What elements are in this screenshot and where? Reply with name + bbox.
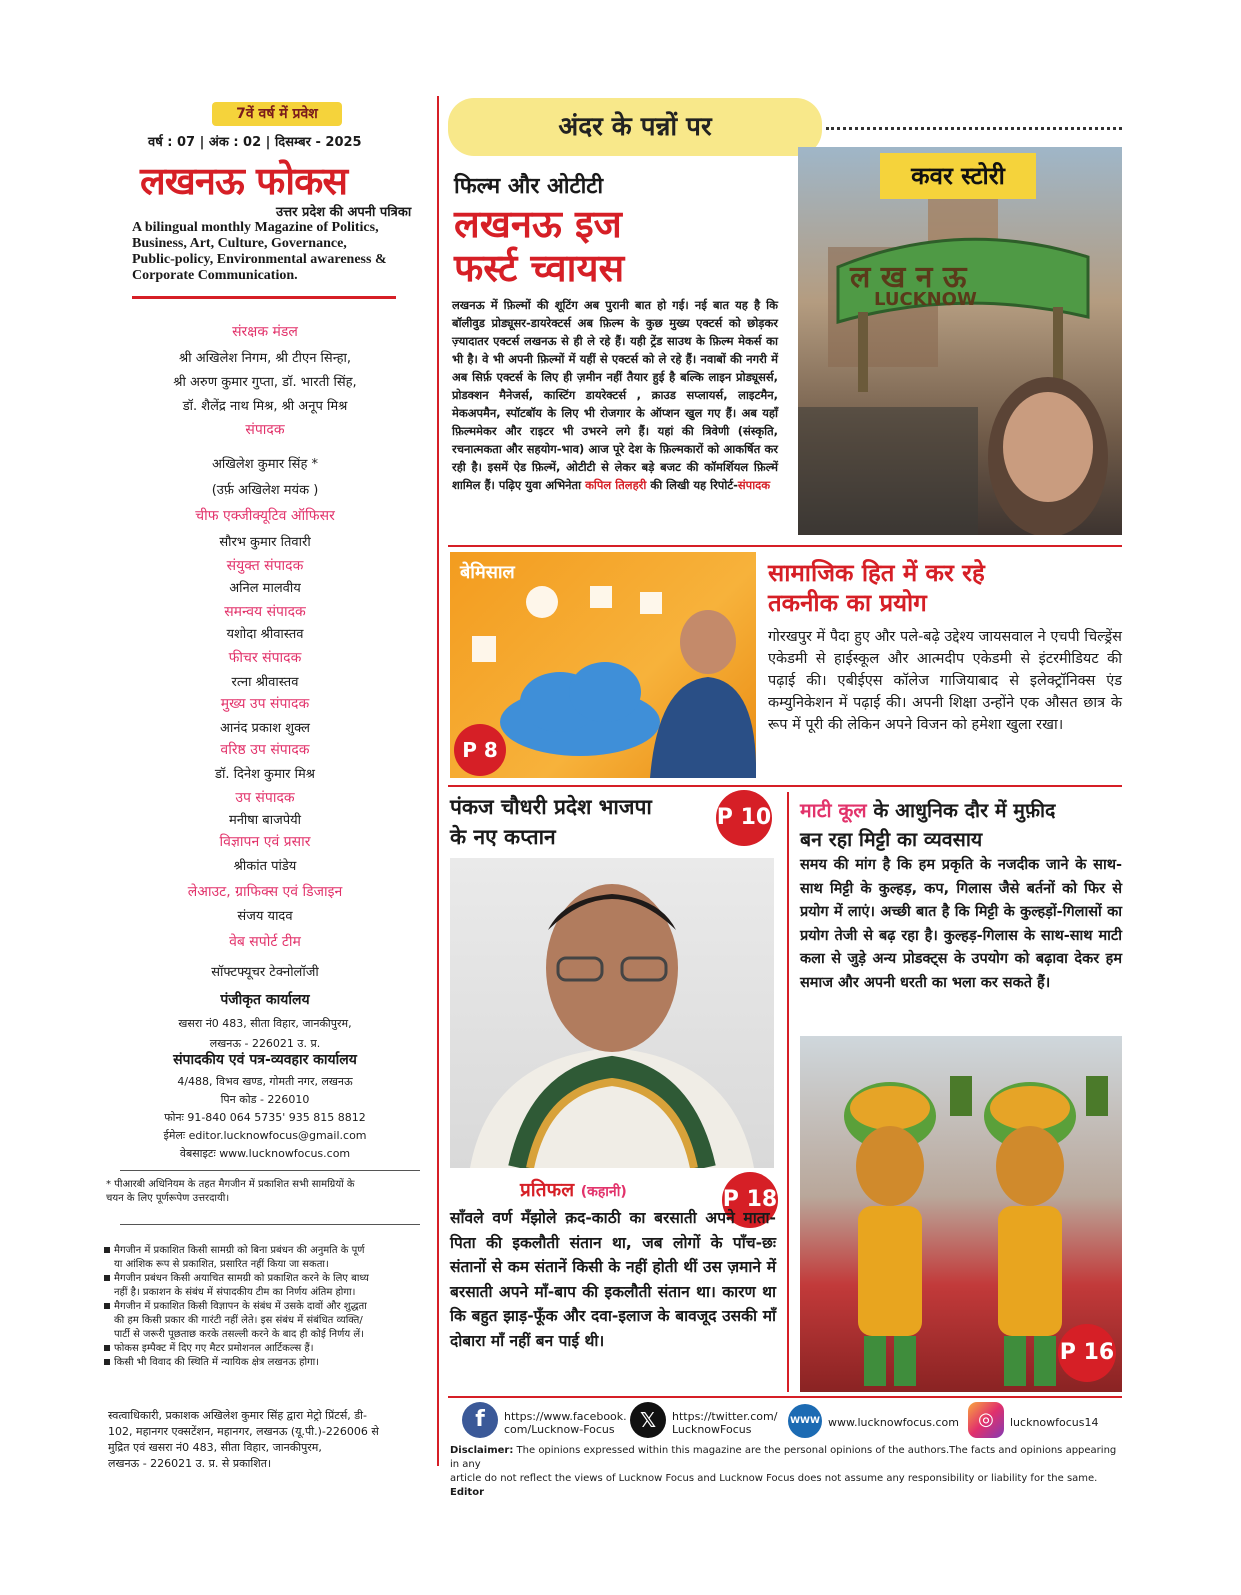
section-divider [448,545,1122,547]
instagram-link[interactable]: lucknowfocus14 [1010,1416,1099,1429]
issue-line: वर्ष : 07 | अंक : 02 | दिसम्बर - 2025 [148,135,362,150]
politician-photo [450,858,774,1168]
staff-role: विज्ञापन एवं प्रसार [219,834,311,850]
byline: संपादक [737,478,771,492]
cover-story-label: कवर स्टोरी [880,153,1036,199]
staff-role: वेब सपोर्ट टीम [229,934,301,950]
story-genre: (कहानी) [580,1184,627,1200]
sign-english: LUCKNOW [874,289,977,310]
staff-name: सॉफ्टफ्यूचर टेक्नोलॉजी [211,965,319,980]
facebook-link[interactable]: https://www.facebook. com/Lucknow-Focus [504,1410,627,1436]
story-body: साँवले वर्ण मँझोले क़द-काठी का बरसाती अपने माता-पिता की इकलौती संतान था, जब लोगों के पाँच-छः संतानों से कम संतानें किसी के नहीं होती थीं उस ज़माने में बरसाती अपने माँ-बाप की इकलौती संतान था। कारण था कि बहुत झाड़-फूँक और दवा-इलाज के बावजूद उसकी माँ दोबारा माँ नहीं बन पाई थी। [450,1209,776,1350]
policy-note: मैगजीन में प्रकाशित किसी विज्ञापन के संबंध में उसके दावों और शुद्धता [104,1300,434,1314]
staff-name: संजय यादव [237,909,293,924]
registered-office-title: पंजीकृत कार्यालय [220,992,310,1008]
policy-note: फोकस इम्पैक्ट में दिए गए मैटर प्रमोशनल आर्टिकल्स हैं। [104,1342,434,1356]
story-title: प्रतिफल [520,1179,575,1201]
staff-role: मुख्य उप संपादक [220,696,310,712]
masthead-title: लखनऊ फोकस [140,158,348,203]
rule [120,1170,420,1171]
phone-line: फोनः 91-840 064 5735' 935 815 8812 [164,1111,366,1124]
staff-role: फीचर संपादक [228,650,302,666]
staff-role: संरक्षक मंडल [232,324,298,340]
cover-kicker: फिल्म और ओटीटी [454,174,604,199]
staff-role: संयुक्त संपादक [226,558,304,574]
staff-role: संपादक [245,422,285,438]
bullet-icon [104,1275,110,1281]
address-line: खसरा नं0 483, सीता विहार, जानकीपुरम, [178,1017,352,1030]
staff-name: श्रीकांत पांडेय [233,859,297,874]
lucknow-sign-illustration [798,147,1122,535]
tech-body: गोरखपुर में पैदा हुए और पले-बढ़े उद्देश्य जायसवाल ने एचपी चिल्ड्रेंस एकेडमी से हाईस्कूल और आत्मदीप एकेडमी से इंटरमीडियट की पढ़ाई की। एबीईएस कॉलेज गाजियाबाद से इलेक्ट्रॉनिक्स एंड कम्युनिकेशन में पढ़ाई की। अपनी शिक्षा उन्होंने एक औसत छात्र के रूप में पूरी की लेकिन अपने विजन को हमेशा खुला रखा। [768,629,1122,733]
bullet-icon [104,1345,110,1351]
column-divider [787,792,789,1392]
website-link[interactable]: www.lucknowfocus.com [828,1416,959,1429]
instagram-icon[interactable]: ◎ [968,1402,1004,1438]
editorial-office-title: संपादकीय एवं पत्र-व्यवहार कार्यालय [173,1052,357,1068]
column-divider [437,96,439,1466]
inside-pages-label: अंदर के पन्नों पर [448,98,822,156]
staff-role: चीफ एक्जीक्यूटिव ऑफिसर [195,508,335,524]
globe-icon[interactable]: WWW [788,1404,822,1438]
clay-headline: माटी कूल के आधुनिक दौर में मुफ़ीद बन रहा मिट्टी का व्यवसाय [800,799,1056,851]
sign-hindi: ल ख न ऊ [850,260,967,295]
twitter-link[interactable]: https://twitter.com/ LucknowFocus [672,1410,778,1436]
x-twitter-icon[interactable]: 𝕏 [630,1402,666,1438]
email-line: ईमेलः editor.lucknowfocus@gmail.com [163,1129,367,1142]
tech-headline: सामाजिक हित में कर रहे तकनीक का प्रयोग [768,559,985,617]
clay-photo [800,1036,1122,1392]
anniversary-ribbon: 7वें वर्ष में प्रवेश [212,102,342,126]
page-badge: P 8 [454,724,506,776]
cover-body: लखनऊ में फ़िल्मों की शूटिंग अब पुरानी बात हो गई। नई बात यह है कि बॉलीवुड प्रोड्यूसर-डायरेक्टर्स अब फ़िल्म के कुछ मुख्य एक्टर्स को छोड़कर ज़्यादातर एक्टर्स लखनऊ से ही ले रहे हैं। यही ट्रेंड साउथ के फ़िल्म मेकर्स का भी है। वे भी अपनी फ़िल्मों में यहीं से एक्टर्स को ले रहे हैं। नवाबों की नगरी में अब सिर्फ़ एक्टर्स के लिए ही ज़मीन नहीं तैयार हुई है बल्कि लाइन प्रोड्यूसर्स, प्रोडक्शन मैनेजर्स, कास्टिंग डायरेक्टर्स , क्राउड सप्लायर्स, लाइटमैन, मेकअपमैन, स्पॉटबॉय के लिए भी रोजगार के ऑप्शन खुल गए हैं। अब यहाँ फ़िल्ममेकर और राइटर भी उभरने लगे हैं। यहां की त्रिवेणी (संस्कृति, रचनात्मकता और सहयोग-भाव) आज पूरे देश के फ़िल्मकारों को आकर्षित कर रही है। इसमें ऐड फ़िल्में, ओटीटी से लेकर बड़े बजट की कॉमर्शियल फ़िल्में शामिल हैं। पढ़िए युवा अभिनेता कपिल तिलहरी की लिखी यह रिपोर्ट-संपादक [452,298,778,492]
policy-note: मैगजीन प्रबंधन किसी अयाचित सामग्री को प्रकाशित करने के लिए बाध्य [104,1272,434,1286]
staff-name: श्री अरुण कुमार गुप्ता, डॉ. भारती सिंह, [173,375,357,390]
dotted-rule [826,127,1122,130]
masthead-divider [132,296,396,299]
tech-tag: बेमिसाल [460,562,515,583]
imprint: स्वत्वाधिकारी, प्रकाशक अखिलेश कुमार सिंह द्वारा मेट्रो प्रिंटर्स, डी- 102, महानगर एक्सटेंशन, महानगर, लखनऊ (यू.पी.)-226006 से मुद्रित एवं खसरा नं0 483, सीता विहार, जानकीपुरम, लखनऊ - 226021 उ. प्र. से प्रकाशित। [108,1409,379,1470]
staff-name: डॉ. शैलेंद्र नाथ मिश्र, श्री अनूप मिश्र [182,399,348,414]
staff-role: उप संपादक [235,790,295,806]
cover-photo [798,147,1122,535]
author-name: कपिल तिलहरी [585,478,647,492]
page-badge: P 10 [716,790,772,846]
policy-note: मैगजीन में प्रकाशित किसी सामग्री को बिना प्रबंधन की अनुमति के पूर्ण [104,1244,434,1258]
prb-note: * पीआरबी अधिनियम के तहत मैगजीन में प्रकाशित सभी सामग्रियों के चयन के लिए पूर्णरूपेण उत्तरदायी। [106,1179,355,1204]
tech-photo [450,552,756,778]
policy-notes: मैगजीन में प्रकाशित किसी सामग्री को बिना प्रबंधन की अनुमति के पूर्ण या आंशिक रूप से प्रकाशित, प्रसारित नहीं किया जा सकता। मैगजीन प्रबंधन किसी अयाचित सामग्री को प्रकाशित करने के लिए बाध्य नहीं है। प्रकाशन के संबंध में संपादकीय टीम का निर्णय अंतिम होगा। मैगजीन में प्रकाशित किसी विज्ञापन के संबंध में उसके दावों और शुद्धता की हम किसी प्रकार की गारंटी नहीं लेते। इस संबंध में संबंधित व्यक्ति/ पार्टी से जरूरी पूछताछ करके तसल्ली करने के बाद ही कोई निर्णय लें। फोकस इम्पैक्ट में दिए गए मैटर प्रमोशनल आर्टिकल्स हैं। किसी भी विवाद की स्थिति में न्यायिक क्षेत्र लखनऊ होगा। [104,1244,434,1370]
bullet-icon [104,1359,110,1365]
staff-name: अनिल मालवीय [229,581,301,596]
page-badge: P 16 [1058,1324,1116,1382]
disclaimer: Disclaimer: The opinions expressed within this magazine are the personal opinions of the authors.The facts and opinions appearing in any article do not reflect the views of Lucknow Focus and Lucknow Focus does not assume any responsibility or liability for the same. Editor [450,1445,1117,1498]
staff-name: अखिलेश कुमार सिंह * [212,457,318,472]
portrait-illustration [450,858,774,1168]
page-badge: P 18 [722,1172,778,1228]
staff-name: (उर्फ़ अखिलेश मयंक ) [211,483,319,498]
cover-headline: लखनऊ इज फर्स्ट च्वायस [454,201,625,290]
facebook-icon[interactable]: f [462,1402,498,1438]
masthead-tagline: उत्तर प्रदेश की अपनी पत्रिका [276,205,412,220]
masthead-column [100,96,430,1496]
staff-role: लेआउट, ग्राफिक्स एवं डिजाइन [187,884,343,900]
staff-name: श्री अखिलेश निगम, श्री टीएन सिन्हा, [179,351,351,366]
website-line: वेबसाइटः www.lucknowfocus.com [179,1147,351,1160]
staff-name: रत्ना श्रीवास्तव [231,675,299,690]
bullet-icon [104,1247,110,1253]
footer-divider [448,1396,1122,1398]
address-line: पिन कोड - 226010 [220,1093,310,1106]
staff-name: सौरभ कुमार तिवारी [219,535,311,550]
staff-role: वरिष्ठ उप संपादक [220,742,310,758]
politics-headline: पंकज चौधरी प्रदेश भाजपा के नए कप्तान [450,795,652,849]
rule [120,1224,420,1225]
staff-role: समन्वय संपादक [224,604,306,620]
policy-note: किसी भी विवाद की स्थिति में न्यायिक क्षेत्र लखनऊ होगा। [104,1356,434,1370]
staff-name: यशोदा श्रीवास्तव [226,627,304,642]
magazine-description: A bilingual monthly Magazine of Politics, Business, Art, Culture, Governance, Public-policy, Environmental awareness & Corporate Communication. [132,220,387,283]
address-line: 4/488, विभव खण्ड, गोमती नगर, लखनऊ [177,1075,353,1088]
staff-name: आनंद प्रकाश शुक्ल [220,721,310,736]
address-line: लखनऊ - 226021 उ. प्र. [209,1037,321,1050]
staff-name: डॉ. दिनेश कुमार मिश्र [215,767,315,782]
staff-name: मनीषा बाजपेयी [228,813,302,828]
clay-body: समय की मांग है कि हम प्रकृति के नजदीक जाने के साथ-साथ मिट्टी के कुल्हड़, कप, गिलास जैसे बर्तनों को फिर से प्रयोग में लाएं। अच्छी बात है कि मिट्टी के कुल्हड़ों-गिलासों का प्रयोग तेजी से बढ़ रहा है। कुल्हड़-गिलास के साथ-साथ माटी कला से जुड़े अन्य प्रोडक्ट्स के उपयोग को बढ़ावा देकर हम समाज और अपनी धरती का भला कर सकते हैं। [800,857,1122,991]
story-title-line [520,1176,627,1202]
bullet-icon [104,1303,110,1309]
section-divider [448,785,1122,787]
